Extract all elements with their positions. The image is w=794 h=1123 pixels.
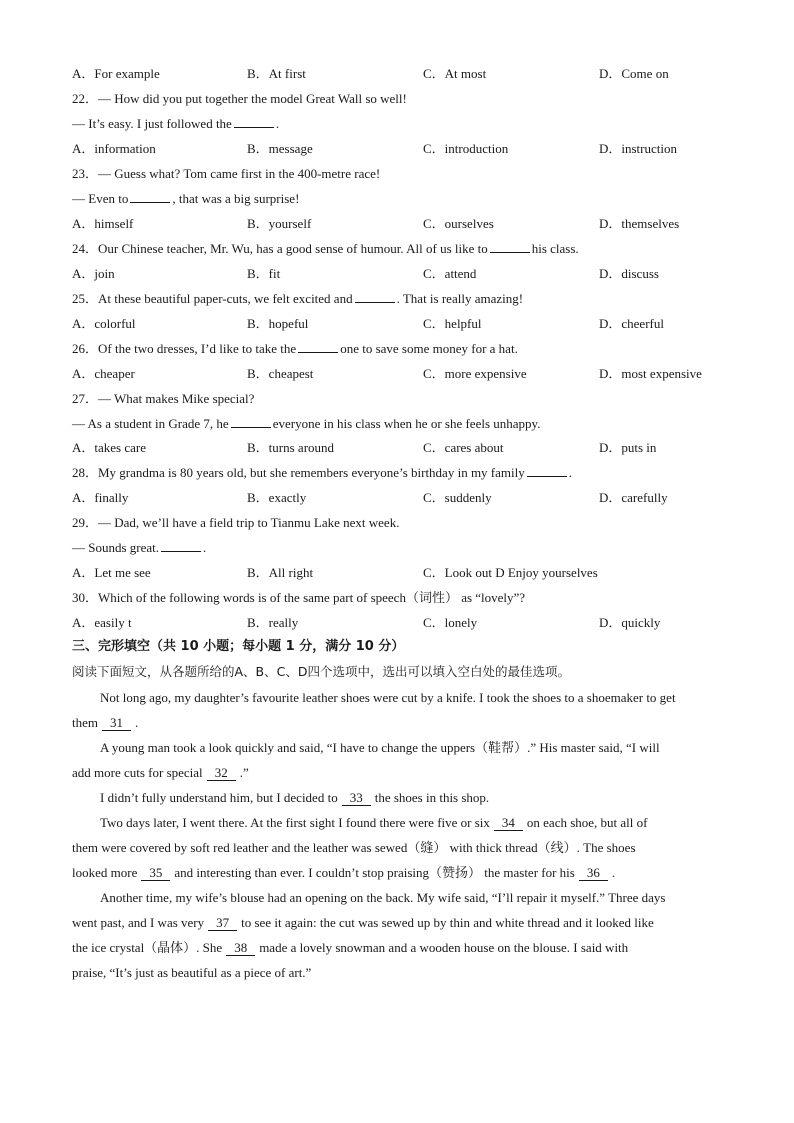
- text-segment: the ice crystal（晶体）. She: [72, 940, 223, 955]
- blank-35: 35: [141, 865, 170, 881]
- q22-stem: 22．— How did you put together the model Great Wall so well!: [72, 91, 407, 106]
- q21-option-c: C．At most: [423, 66, 487, 81]
- passage-p4-line1: [100, 814, 647, 832]
- q27-option-b: B．turns around: [247, 440, 335, 455]
- q21-option-d: D．Come on: [599, 66, 669, 81]
- q25-stem: [72, 290, 523, 308]
- passage-p4-line2: them were covered by soft red leather and the leather was sewed（缝） with thick thread（线）. The shoes: [72, 840, 636, 855]
- q30-option-c: C．lonely: [423, 615, 478, 630]
- q21-option-b: B．At first: [247, 66, 306, 81]
- q22-reply: [72, 115, 279, 133]
- q22-answer-blank: [234, 115, 274, 128]
- q24-option-c: C．attend: [423, 266, 477, 281]
- q24-stem: [72, 240, 579, 258]
- q29-option-a: A．Let me see: [72, 565, 151, 580]
- blank-37: 37: [208, 915, 237, 931]
- text-segment: made a lovely snowman and a wooden house on the blouse. I said with: [259, 940, 629, 955]
- q27-reply-before: — As a student in Grade 7, he: [72, 416, 229, 431]
- q27-option-a: A．takes care: [72, 440, 146, 455]
- q30-option-a: A．easily t: [72, 615, 132, 630]
- q30-stem: 30．Which of the following words is of the same part of speech（词性） as “lovely”?: [72, 590, 526, 605]
- text-segment: went past, and I was very: [72, 915, 205, 930]
- q29-reply: [72, 539, 206, 557]
- q28-option-b: B．exactly: [247, 490, 307, 505]
- q27-option-c: C．cares about: [423, 440, 504, 455]
- q27-stem: 27．— What makes Mike special?: [72, 391, 255, 406]
- section-3-instruction: 阅读下面短文，从各题所给的A、B、C、D四个选项中，选出可以填入空白处的最佳选项。: [72, 664, 570, 679]
- blank-32: 32: [207, 765, 236, 781]
- q28-stem-before: 28．My grandma is 80 years old, but she remembers everyone’s birthday in my family: [72, 465, 525, 480]
- passage-p3: [100, 789, 489, 807]
- q29-reply-after: .: [203, 540, 207, 555]
- q23-option-c: C．ourselves: [423, 216, 494, 231]
- q22-option-a: A．information: [72, 141, 156, 156]
- q23-reply-before: — Even to: [72, 191, 129, 206]
- q29-option-c: C．Look out D Enjoy yourselves: [423, 565, 598, 580]
- text-segment: and interesting than ever. I couldn’t stop praising（赞扬） the master for his: [174, 865, 575, 880]
- blank-38: 38: [226, 940, 255, 956]
- q26-stem-after: one to save some money for a hat.: [340, 341, 518, 356]
- passage-p5-line2: [72, 914, 654, 932]
- q26-option-c: C．more expensive: [423, 366, 527, 381]
- q24-stem-before: 24．Our Chinese teacher, Mr. Wu, has a good sense of humour. All of us like to: [72, 241, 488, 256]
- text-segment: Two days later, I went there. At the first sight I found there were five or six: [100, 815, 490, 830]
- q26-option-a: A．cheaper: [72, 366, 135, 381]
- q27-reply: [72, 415, 540, 433]
- q29-reply-before: — Sounds great.: [72, 540, 160, 555]
- q26-option-d: D．most expensive: [599, 366, 702, 381]
- q22-reply-before: — It’s easy. I just followed the: [72, 116, 232, 131]
- q22-option-d: D．instruction: [599, 141, 677, 156]
- text-segment: looked more: [72, 865, 138, 880]
- text-segment: to see it again: the cut was sewed up by thin and white thread and it looked like: [241, 915, 654, 930]
- text-segment: them: [72, 715, 98, 730]
- q29-stem: 29．— Dad, we’ll have a field trip to Tianmu Lake next week.: [72, 515, 400, 530]
- blank-34: 34: [494, 815, 523, 831]
- q24-option-a: A．join: [72, 266, 115, 281]
- passage-p5-line1: Another time, my wife’s blouse had an opening on the back. My wife said, “I’ll repair it myself.” Three days: [100, 890, 666, 905]
- q22-option-b: B．message: [247, 141, 313, 156]
- q22-reply-after: .: [275, 116, 280, 131]
- passage-p1-line2: [72, 714, 138, 732]
- q23-answer-blank: [130, 190, 170, 203]
- q28-option-d: D．carefully: [599, 490, 668, 505]
- q21-option-a: A．For example: [72, 66, 160, 81]
- text-segment: the shoes in this shop.: [374, 790, 490, 805]
- text-segment: .: [135, 715, 139, 730]
- text-segment: .”: [239, 765, 249, 780]
- text-segment: add more cuts for special: [72, 765, 203, 780]
- passage-p2-line1: A young man took a look quickly and said, “I have to change the uppers（鞋帮）.” His master said, “I will: [100, 740, 660, 755]
- q23-stem: 23．— Guess what? Tom came first in the 400-metre race!: [72, 166, 381, 181]
- passage-p5-line3: [72, 939, 628, 957]
- text-segment: on each shoe, but all of: [526, 815, 648, 830]
- q27-option-d: D．puts in: [599, 440, 657, 455]
- q23-reply-after: , that was a big surprise!: [172, 191, 300, 206]
- text-segment: .: [611, 865, 616, 880]
- passage-p2-line2: [72, 764, 249, 782]
- q22-option-c: C．introduction: [423, 141, 509, 156]
- blank-31: 31: [102, 715, 131, 731]
- q29-answer-blank: [161, 539, 201, 552]
- q30-option-b: B．really: [247, 615, 299, 630]
- q30-option-d: D．quickly: [599, 615, 661, 630]
- blank-36: 36: [579, 865, 608, 881]
- passage-p1-line1: Not long ago, my daughter’s favourite leather shoes were cut by a knife. I took the shoes to a shoemaker to get: [100, 690, 676, 705]
- q25-option-d: D．cheerful: [599, 316, 664, 331]
- q25-answer-blank: [355, 290, 395, 303]
- q26-option-b: B．cheapest: [247, 366, 314, 381]
- q24-stem-after: his class.: [531, 241, 579, 256]
- q23-option-a: A．himself: [72, 216, 134, 231]
- passage-p4-line3: [72, 864, 615, 882]
- q27-answer-blank: [231, 415, 271, 428]
- q25-stem-before: 25．At these beautiful paper-cuts, we felt excited and: [72, 291, 353, 306]
- q25-option-c: C．helpful: [423, 316, 482, 331]
- q25-option-a: A．colorful: [72, 316, 136, 331]
- q28-stem: [72, 464, 572, 482]
- q25-stem-after: . That is really amazing!: [396, 291, 524, 306]
- q23-option-b: B．yourself: [247, 216, 312, 231]
- q23-reply: [72, 190, 299, 208]
- q24-option-d: D．discuss: [599, 266, 659, 281]
- q26-stem-before: 26．Of the two dresses, I’d like to take the: [72, 341, 297, 356]
- blank-33: 33: [342, 790, 371, 806]
- q26-answer-blank: [298, 340, 338, 353]
- q23-option-d: D．themselves: [599, 216, 680, 231]
- q27-reply-after: everyone in his class when he or she feels unhappy.: [272, 416, 541, 431]
- q28-option-c: C．suddenly: [423, 490, 492, 505]
- text-segment: I didn’t fully understand him, but I decided to: [100, 790, 338, 805]
- q28-option-a: A．finally: [72, 490, 129, 505]
- q28-answer-blank: [527, 464, 567, 477]
- q24-answer-blank: [490, 240, 530, 253]
- q28-stem-after: .: [568, 465, 572, 480]
- passage-p5-line4: praise, “It’s just as beautiful as a piece of art.”: [72, 965, 312, 980]
- q25-option-b: B．hopeful: [247, 316, 309, 331]
- q29-option-b: B．All right: [247, 565, 314, 580]
- q24-option-b: B．fit: [247, 266, 281, 281]
- section-3-title: 三、完形填空（共 10 小题；每小题 1 分，满分 10 分）: [72, 639, 405, 654]
- q26-stem: [72, 340, 518, 358]
